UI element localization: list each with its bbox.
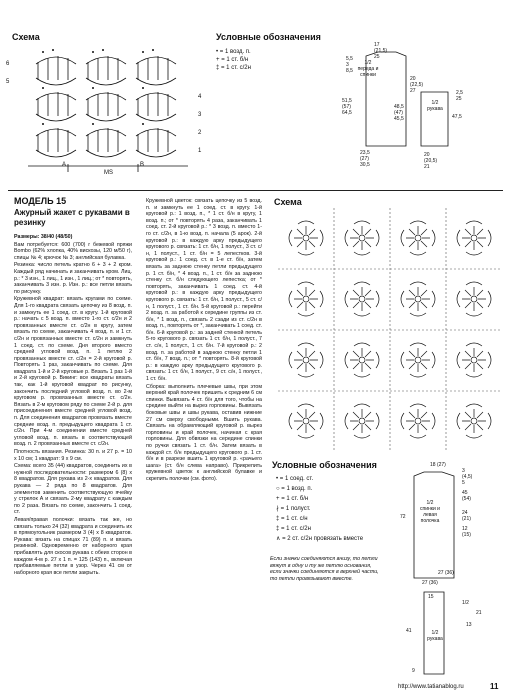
dimension-label: 51,5 <box>342 98 352 104</box>
paragraph: Кружевной квадрат: вязать кругами по схеме. Для 1-го квадрата связать цепочку из 8 возд. п. и замкнуть ее 1 соед. ст. в кругу. 1-й круговой р.: начать с 5 возд. п. вместо 1-го ст. с/2н и 2 провязанных вместе ст. с/2н в кругу, затем вязать по схеме, заканчивать 4 возд. п. и 1 ст. с/2н и провязанных вместе ст. с/2н и замкнуть 1 соед. ст. по схеме. Дня второго вместо средней угловой возд. п. 1 петлю 2 провязанных вместе ст. с/2н = 2-й круговой р. Повторять 1 раз, заканчивать по схеме. Для квадрата 1-й и 2-й круговые р. Вязать 1 раз 1-й и 2-й круговой р. Викинг: все квадраты вязать так, как 1-й круговой квадрат по рисунку, закончить последний угловой возд. п. во 2-м круговом р. провязанных вместе ст. с/2н. Вязать в 2-м круговом ряду по схеме 2-й р. для присоединения вместе средней угловой возд. п. Для соединения квадратов провязать вместе средние возд. п. предыдущего квадрата 1 ст. с/2н. При 4-м соединении вместе средней угловой возд. п. вязать в соответствующей возд. п. 2 провязанных вместе ст. с/2н. <box>14 296 132 448</box>
top-schematic <box>336 36 506 166</box>
dimension-label: (36) <box>428 580 438 586</box>
legend-item: • = 1 соед. ст. <box>276 476 314 482</box>
dimension-label: 12 <box>462 526 468 532</box>
dimension-label: 23,5 <box>360 150 370 156</box>
dimension-label: (54) <box>462 496 471 502</box>
dimension-label: 25 <box>456 96 462 102</box>
dimension-label: 25 <box>374 54 380 60</box>
dimension-label: 3 <box>462 468 465 474</box>
dimension-label: 20 <box>410 76 416 82</box>
legend-item: ‡ = 1 ст. с/н <box>276 516 308 522</box>
dimension-label: 47,5 <box>452 114 462 120</box>
dimension-label: 17 <box>374 42 380 48</box>
legend-item: + = 1 ст. б/н <box>216 57 249 63</box>
dimension-label: 21 <box>476 610 482 616</box>
row-number: 1 <box>198 148 202 154</box>
pattern-label-b: B <box>140 162 145 168</box>
dimension-label: 18 <box>430 462 436 468</box>
dimension-label: (21) <box>462 516 471 522</box>
bottom-crochet-chart <box>278 208 502 452</box>
dimension-label: 8,5 <box>346 68 353 74</box>
top-legend-title: Условные обозначения <box>216 32 321 42</box>
dimension-label: 30,5 <box>360 162 370 168</box>
legend-item: • = 1 возд. п. <box>216 49 251 55</box>
ms-label: MS <box>104 170 113 176</box>
section-divider <box>8 190 503 191</box>
dimension-label: 41 <box>406 628 412 634</box>
instructions-column-left <box>14 234 132 689</box>
sizes: Размеры: 38/40 (48/50) <box>14 234 73 240</box>
legend-item: ○ = 1 возд. п. <box>276 486 313 492</box>
legend-item: ‡ = 1 ст. с/2н <box>276 526 311 532</box>
dimension-label: 3 <box>346 62 349 68</box>
row-number: 2 <box>198 130 202 136</box>
row-number: 6 <box>6 61 10 67</box>
legend-item: ∧ = 2 ст. с/2н провязать вместе <box>276 536 364 542</box>
model-title: МОДЕЛЬ 15 <box>14 196 67 206</box>
dimension-label: 13 <box>466 622 472 628</box>
row-number: 4 <box>198 94 202 100</box>
dimension-label: (15) <box>462 532 471 538</box>
paragraph: Левая/правая полочки: вязать так же, но связать только 24 (32) квадрата и соединить их в прямоугольник размером 3 (4) х 8 квадратов. Рукава: вязать на спицах 71 (89) п. и вязать резинкой. Одновременно от наборного края прибавлять для скосов рукава с обеих сторон в каждом 4-м р. 27 х 1 п. = 125 (143) п., включая прибавляемые петли в узор. Через 41 см от наборного края все петли закрыть. <box>14 516 132 576</box>
paragraph: Схема: всего 35 (44) квадратов, соединить их в нужной последовательности: размером 6 (8) х 8 квадратов. Для рукава из 2-х квадратов. Для рукава — 2 ряда по 8 квадратов. Для элементов заменить соответствующую ячейку у стрелок А и связать 2-му квадрату с каждым по 2 раза. Вязать по схеме, закончить 1 соед. ст. <box>14 463 132 516</box>
top-legend <box>216 48 251 72</box>
model-subtitle: Ажурный жакет с рукавами в резинку <box>14 208 130 227</box>
dimension-label: (21,5) <box>374 48 388 54</box>
dimension-label: 9 <box>412 668 415 674</box>
dimension-label: 27 <box>422 580 428 586</box>
paragraph: Плотность вязания. Резинка: 30 п. и 27 р. = 10 х 10 см; 1 квадрат: 9 х 9 см. <box>14 449 132 462</box>
dimension-label: 2,5 <box>456 90 463 96</box>
row-number: 5 <box>6 79 10 85</box>
dimension-label: 64,5 <box>342 110 352 116</box>
paragraph: Вам потребуется: 600 (700) г бежевой пряжи Bombo (62% хлопка, 40% вискозы, 120 м/50 г), спицы № 4; крючок № 3; английская булавка. <box>14 241 132 261</box>
paragraph: Резинка: число петель кратно 6 + 3 + 2 кром. Каждый ряд начинать и заканчивать кром. Лиц. р.: * 3 изн., 1 лиц., 1 изн., 1 лиц.; от * повторять, заканчивать 3 изн. р. Изн. р.: все петли вязать по рисунку. <box>14 262 132 295</box>
dimension-label: 21 <box>424 164 430 170</box>
paragraph: Сборка: выполнить плечевые швы, при этом верхний край полочек пришить к средним 6 см спинки. Вывязать 4 ст. б/н для того, чтобы на средине выйти на вырез горловины. Вывязать боковые швы и швы рукава, оставив нижние 27 см сверху свободными. Вшить рукава. Связать на обрамляющий круговой р. вырез горловины и край полочек, начиная с края горловины. Для обвязки на середине спинки по ручки связать 1 ст. б/н. Затем вязать в каждой ст. б/н предыдущего кругового р. 1 ст. б/н и в разрезе вшить 1 круговой р. «рачьего шага» (ст. б/н слева направо). Прикрепить кружевной цветок к английской булавке и скрепить полочки (см. фото). <box>146 383 262 482</box>
bottom-front-label: 1/2 спинки и левая полочка <box>420 500 440 524</box>
dimension-label: (27) <box>436 462 446 468</box>
dimension-label: 1/2 <box>462 600 469 606</box>
legend-item: ∤ = 1 полуст. <box>276 506 311 512</box>
dimension-label: 45,5 <box>394 116 404 122</box>
bottom-legend <box>276 474 363 544</box>
symbols-note: Если значки соединяются внизу, то петли вяжут в одну и ту же петлю основания, если значки соединяются в верхней части, то петли провязывают вместе. <box>270 556 379 582</box>
bottom-scheme-title: Схема <box>274 197 302 207</box>
dimension-label: (36) <box>444 570 454 576</box>
dimension-label: 72 <box>400 514 406 520</box>
instructions-column-middle <box>146 198 262 678</box>
dimension-label: 5 <box>462 480 465 486</box>
page-number: 11 <box>490 682 499 691</box>
dimension-label: 20 <box>424 152 430 158</box>
row-number: 3 <box>198 112 202 118</box>
top-front-label: 1/2 переда и спинки <box>357 60 379 78</box>
bottom-sleeve-label: 1/2 рукава <box>427 630 443 642</box>
dimension-label: 27 <box>438 570 444 576</box>
top-crochet-chart <box>8 44 204 182</box>
dimension-label: 27 <box>410 88 416 94</box>
dimension-label: (57) <box>342 104 351 110</box>
dimension-label: 45 <box>462 490 468 496</box>
dimension-label: 24 <box>462 510 468 516</box>
dimension-label: (20,5) <box>424 158 438 164</box>
paragraph: Кружевной цветок: связать цепочку из 5 возд. п. и замкнуть ее 1 соед. ст. в кругу. 1-й круговой р.: 1 возд. п., * 1 ст. б/н в кругу, 1 возд. п.; от * повторять 4 раза, заканчивать 1 соед. ст. 2-й круговой р.: * 3 возд. п. вместо 1-го ст. с/2н, в 1-ю возд. п. начала (5 арок). 2-й круговой р.: в каждую арку предыдущего кругового р. связать: 1 ст. б/н, 1 полуст., 3 ст. с/н, 1 полуст., 1 ст. б/н = 5 лепестков. 3-й круговой р.: 1 соед. ст. в 1-е ст. б/н, затем вязать за заднюю стенку петли предыдущего р. 1 ст. б/н, * 4 возд. п., 1 ст. б/н за заднюю стенку ст. б/н следующего лепестка; от * повторять, заканчивать 1 соед. ст. 4-й круговой р.: в каждую арку предыдущего кругового р. связать: 1 ст. б/н, 1 полуст., 5 ст. с/н, 1 полуст., 1 ст. б/н. 5-й круговой р.: перейти 2 возд. п. за работой к середине группы из ст. б/н, * 1 возд. п., связать 2 сзади из ст. с/2н в возд. п., повторять от *, заканчивать 1 соед. ст. б/н. 6-й круговой р.: за задней стенкой петель 5-го кругового р. связать 1 ст. б/н, 1 полуст., 7 ст. с/н, 1 полуст., 1 ст. б/н. 7-й круговой р.: 2 возд. п. за работой в заднюю стенку петли 1 ст. б/н, 7 возд. п.; от * повторять. 8-й круговой р.: в каждую арку предыдущего кругового р. связать: 1 ст. б/н, 1 полуст., 9 ст. с/н, 1 полуст., 1 ст. б/н. <box>146 198 262 383</box>
dimension-label: (47) <box>394 110 403 116</box>
dimension-label: (4,5) <box>462 474 473 480</box>
pattern-label-a: A <box>62 162 67 168</box>
top-sleeve-label: 1/2 рукава <box>427 100 443 112</box>
dimension-label: (27) <box>360 156 369 162</box>
legend-item: ‡ = 1 ст. с/2н <box>216 65 251 71</box>
footer-url[interactable]: http://www.tatianablog.ru <box>398 684 464 690</box>
dimension-label: 15 <box>428 594 434 600</box>
dimension-label: (22,5) <box>410 82 424 88</box>
bottom-legend-title: Условные обозначения <box>272 460 377 470</box>
dimension-label: 5,5 <box>346 56 353 62</box>
top-scheme-title: Схема <box>12 32 40 42</box>
dimension-label: 48,5 <box>394 104 404 110</box>
legend-item: + = 1 ст. б/н <box>276 496 309 502</box>
